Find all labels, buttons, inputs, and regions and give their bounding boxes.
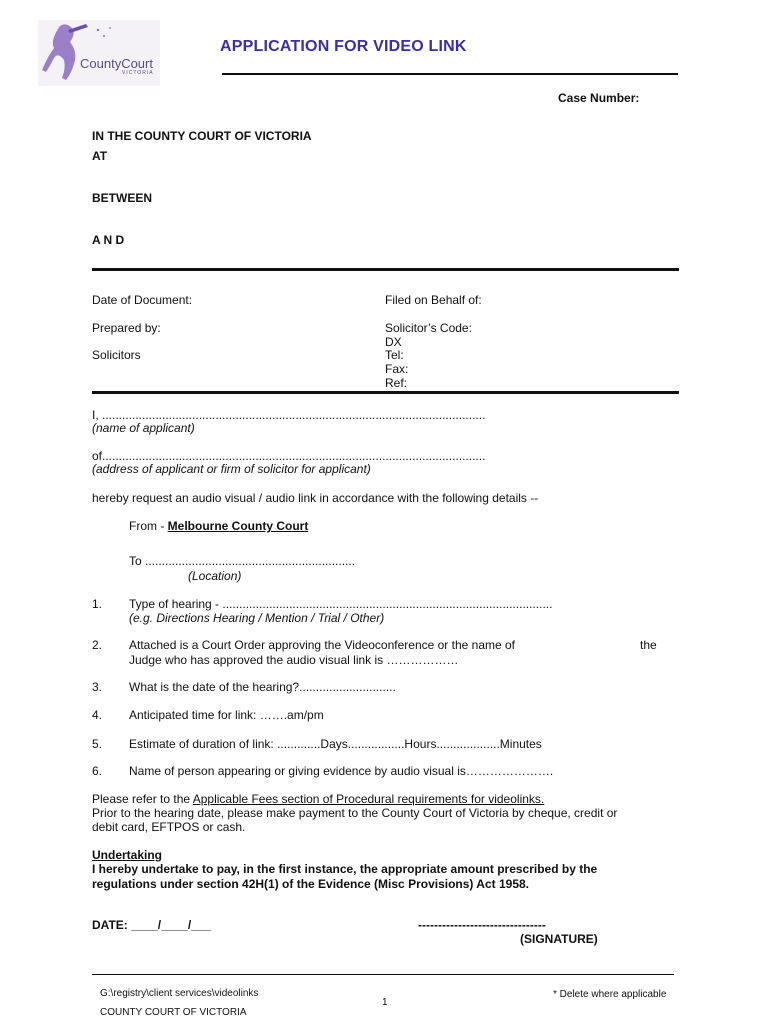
undertaking-heading: Undertaking <box>92 848 163 862</box>
county-court-logo <box>38 20 160 86</box>
item-text: Attached is a Court Order approving the Videoconference or the name of <box>129 638 516 652</box>
undertaking-line2: regulations under section 42H(1) of the Evidence (Misc Provisions) Act 1958. <box>92 877 530 891</box>
solicitor-code-label: Solicitor’s Code: <box>385 321 472 335</box>
case-number-label: Case Number: <box>558 91 640 105</box>
item-number: 5. <box>92 737 103 751</box>
to-line: To ............................................................... <box>129 554 356 568</box>
court-at: AT <box>92 149 108 163</box>
footer-org: COUNTY COURT OF VICTORIA <box>100 1007 247 1018</box>
filed-on-behalf-label: Filed on Behalf of: <box>385 293 482 307</box>
item-number: 6. <box>92 764 103 778</box>
item-text: Type of hearing - ................................................................................................... <box>129 597 553 611</box>
logo-figure-icon <box>38 20 160 86</box>
logo-text: CountyCourt <box>80 56 153 71</box>
item-text: Estimate of duration of link: .............Days.................Hours...................Minutes <box>129 737 542 751</box>
footer-path: G:\registry\client services\videolinks <box>100 988 259 999</box>
solicitors-label: Solicitors <box>92 348 141 362</box>
fees-link[interactable]: Applicable Fees section of Procedural requirements for videolinks. <box>192 792 545 806</box>
from-label: From - <box>129 519 168 533</box>
section-rule-bottom <box>92 391 679 394</box>
court-heading: IN THE COUNTY COURT OF VICTORIA <box>92 129 312 143</box>
tel-label: Tel: <box>385 348 404 362</box>
date-of-document-label: Date of Document: <box>92 293 193 307</box>
item-text-tail: the <box>640 638 657 652</box>
ref-label: Ref: <box>385 376 408 390</box>
item-number: 4. <box>92 708 103 722</box>
from-line <box>129 519 308 533</box>
signature-line: -------------------------------- <box>418 918 546 932</box>
court-and: A N D <box>92 233 125 247</box>
from-location: Melbourne County Court <box>167 519 309 533</box>
applicant-name-note: (name of applicant) <box>92 421 195 435</box>
item-number: 2. <box>92 638 103 652</box>
item-text: What is the date of the hearing?............................. <box>129 680 396 694</box>
fees-line2: Prior to the hearing date, please make payment to the County Court of Victoria by cheque, credit or <box>92 806 618 820</box>
request-text: hereby request an audio visual / audio link in accordance with the following details -- <box>92 491 539 505</box>
applicant-name-line: I, ................................................................................................................... <box>92 408 486 422</box>
fees-line3: debit card, EFTPOS or cash. <box>92 820 246 834</box>
fax-label: Fax: <box>385 362 409 376</box>
fees-prefix: Please refer to the <box>92 792 193 806</box>
item-text-line2: Judge who has approved the audio visual link is ……………… <box>129 653 459 667</box>
signature-label: (SIGNATURE) <box>520 932 598 946</box>
applicant-address-note: (address of applicant or firm of solicitor for applicant) <box>92 462 371 476</box>
page-title: APPLICATION FOR VIDEO LINK <box>220 38 467 55</box>
fees-line1 <box>92 792 544 806</box>
logo-subtext: VICTORIA <box>122 70 154 76</box>
footer-note: * Delete where applicable <box>553 989 667 1000</box>
footer-page-number: 1 <box>382 997 388 1008</box>
to-location-note: (Location) <box>188 569 242 583</box>
date-field: DATE: ____/____/___ <box>92 918 212 932</box>
item-text: Anticipated time for link: …….am/pm <box>129 708 324 722</box>
prepared-by-label: Prepared by: <box>92 321 161 335</box>
undertaking-line1: I hereby undertake to pay, in the first instance, the appropriate amount prescribed by the <box>92 862 598 876</box>
item-number: 1. <box>92 597 103 611</box>
dx-label: DX <box>385 335 402 349</box>
item-note: (e.g. Directions Hearing / Mention / Trial / Other) <box>129 611 385 625</box>
footer-rule <box>92 974 674 975</box>
item-number: 3. <box>92 680 103 694</box>
title-rule <box>222 73 678 75</box>
court-between: BETWEEN <box>92 191 152 205</box>
applicant-address-line: of................................................................................................................... <box>92 449 486 463</box>
item-text: Name of person appearing or giving evidence by audio visual is…………………. <box>129 764 554 778</box>
section-rule-top <box>92 268 679 271</box>
